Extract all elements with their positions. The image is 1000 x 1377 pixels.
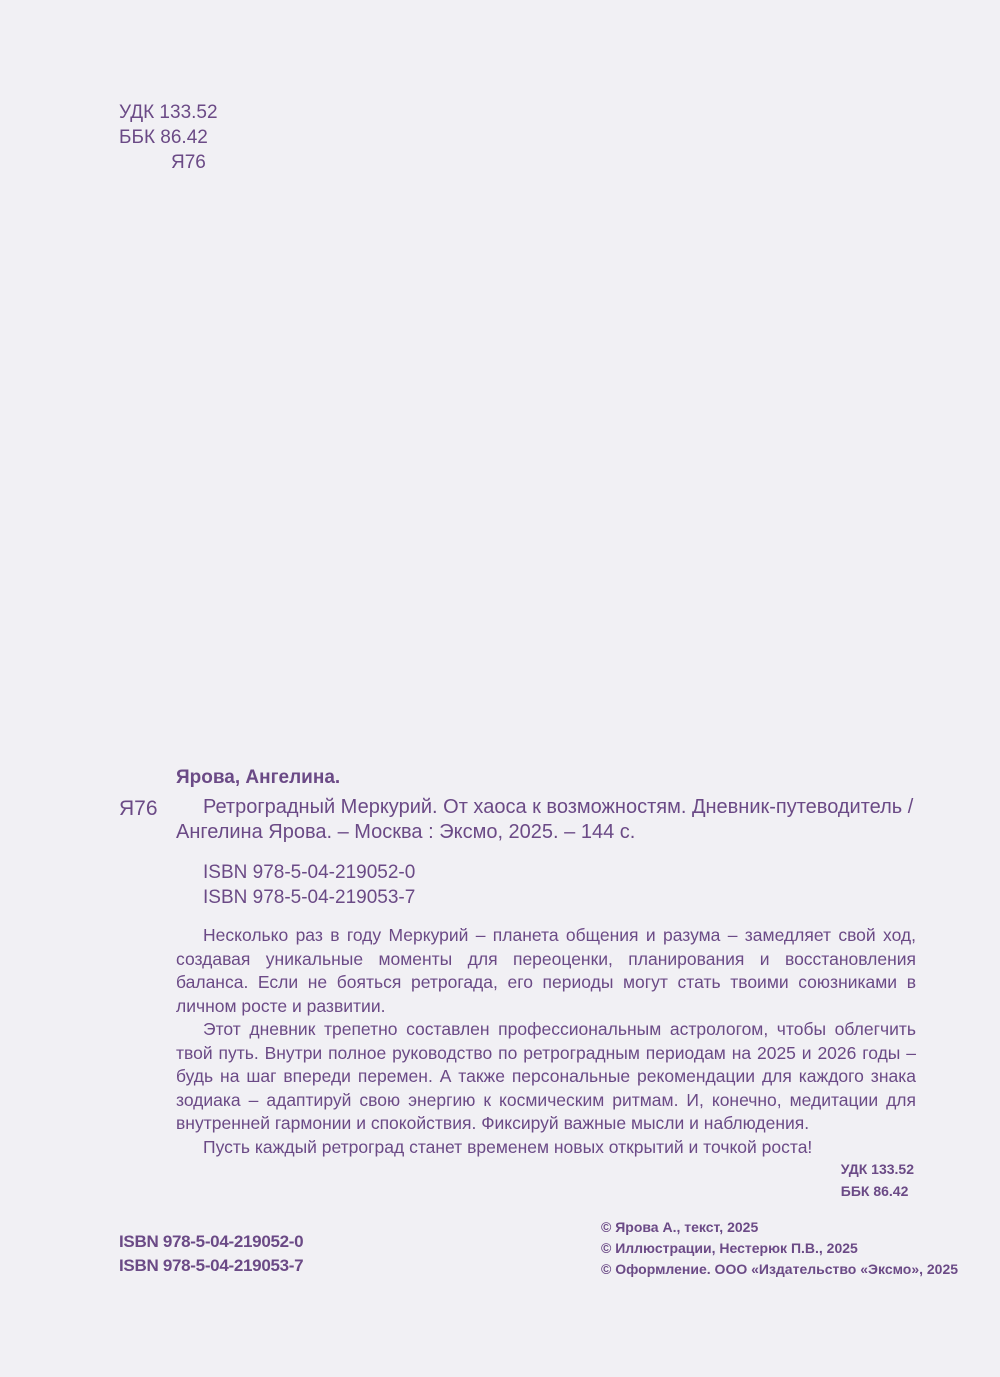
author-mark: Я76	[171, 152, 206, 173]
udk-code: УДК 133.52	[119, 102, 218, 123]
copyright-line: © Оформление. ООО «Издательство «Эксмо», 2025	[601, 1261, 959, 1277]
annotation-paragraph: Пусть каждый ретроград станет временем новых открытий и точкой роста!	[203, 1136, 813, 1157]
bottom-classification-codes	[841, 1158, 914, 1202]
annotation-paragraph: Этот дневник трепетно составлен профессиональным астрологом, чтобы облегчить твой путь. Внутри полное руководство по ретроградным периодам на 2025 и 2026 годы – будь на шаг впереди перемен. А также персональные рекомендации для каждого знака зодиака – адаптируй свою энергию к космическим ритмам. И, конечно, медитации для внутренней гармонии и спокойствия. Фиксируй важные мысли и наблюдения.	[176, 1019, 916, 1133]
bbk-code: ББК 86.42	[119, 127, 208, 148]
annotation-paragraph: Несколько раз в году Меркурий – планета общения и разума – замедляет свой ход, создавая уникальные моменты для переоценки, планирования и восстановления баланса. Если не бояться ретрогада, его периоды могут стать твоими союзниками в личном росте и развитии.	[176, 925, 916, 1016]
bbk-code: ББК 86.42	[840, 1183, 909, 1199]
udk-code: УДК 133.52	[840, 1161, 914, 1177]
record-author: Ярова, Ангелина.	[176, 767, 341, 788]
isbn-line: ISBN 978-5-04-219052-0	[203, 862, 416, 883]
top-classification-codes	[119, 100, 218, 175]
isbn-line: ISBN 978-5-04-219053-7	[203, 887, 416, 908]
copyright-line: © Иллюстрации, Нестерюк П.В., 2025	[601, 1240, 858, 1256]
record-isbn-list	[203, 860, 415, 910]
isbn-line: ISBN 978-5-04-219053-7	[119, 1256, 304, 1275]
copyright-block	[601, 1217, 958, 1280]
bottom-isbn-list	[119, 1230, 303, 1278]
isbn-line: ISBN 978-5-04-219052-0	[119, 1232, 304, 1251]
record-author-mark: Я76	[119, 797, 158, 820]
bibliographic-description: Ретроградный Меркурий. От хаоса к возможностям. Дневник-путеводитель / Ангелина Ярова. – Москва : Эксмо, 2025. – 144 с.	[176, 796, 914, 843]
copyright-line: © Ярова А., текст, 2025	[601, 1219, 759, 1235]
annotation	[176, 924, 916, 1159]
